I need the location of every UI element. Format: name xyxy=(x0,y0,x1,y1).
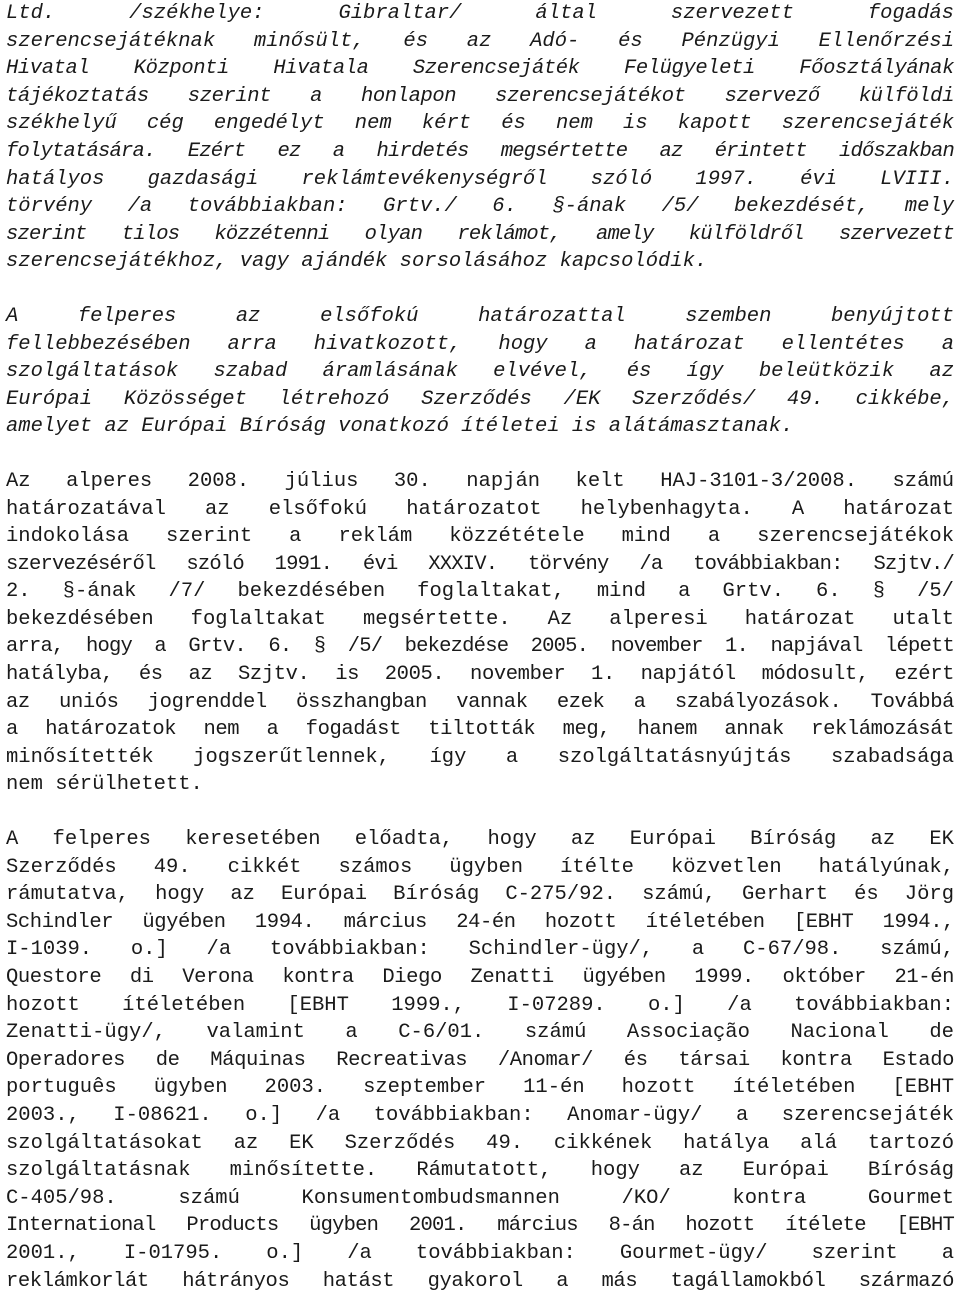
text-line: minősítették jogszerűtlennek, így a szolgáltatásnyújtás szabadsága xyxy=(6,745,954,769)
text-line: indokolása szerint a reklám közzététele mind a szerencsejátékok xyxy=(6,525,954,549)
text-line: arra, hogy a Grtv. 6. § /5/ bekezdése 2005. november 1. napjával lépett xyxy=(6,635,954,659)
text-line: português ügyben 2003. szeptember 11-én hozott ítéletében [EBHT xyxy=(6,1076,954,1100)
text-line: Hivatal Központi Hivatala Szerencsejáték Felügyeleti Főosztályának xyxy=(6,57,954,81)
paragraph-3 xyxy=(6,468,954,799)
text-line: Zenatti-ügy/, valamint a C-6/01. számú Associação Nacional de xyxy=(6,1021,954,1045)
text-line: szolgáltatások szabad áramlásának elvével, és így beleütközik az xyxy=(6,360,954,384)
text-line: reklámkorlát hátrányos hatást gyakorol a más tagállamokból származó xyxy=(6,1269,954,1293)
text-line: szerencsejátékhoz, vagy ajándék sorsolásához kapcsolódik. xyxy=(6,250,708,274)
paragraph-1 xyxy=(6,0,954,276)
paragraph-4 xyxy=(6,826,954,1295)
text-line: fellebbezésében arra hivatkozott, hogy a határozat ellentétes a xyxy=(6,332,954,356)
paragraph-2 xyxy=(6,303,954,441)
text-line: A felperes keresetében előadta, hogy az Európai Bíróság az EK xyxy=(6,828,954,852)
text-line: tájékoztatás szerint a honlapon szerencsejátékot szervező külföldi xyxy=(6,84,954,108)
text-line: szervezéséről szóló 1991. évi XXXIV. törvény /a továbbiakban: Szjtv./ xyxy=(6,552,954,576)
text-line: törvény /a továbbiakban: Grtv./ 6. §-ának /5/ bekezdését, mely xyxy=(6,195,954,219)
text-line: Szerződés 49. cikkét számos ügyben ítélte közvetlen hatályúnak, xyxy=(6,855,954,879)
text-line: székhelyű cég engedélyt nem kért és nem is kapott szerencsejáték xyxy=(6,112,954,136)
text-line: C-405/98. számú Konsumentombudsmannen /KO/ kontra Gourmet xyxy=(6,1186,954,1210)
text-line: szerencsejátéknak minősült, és az Adó- és Pénzügyi Ellenőrzési xyxy=(6,29,954,53)
text-line: határozatával az elsőfokú határozatot helybenhagyta. A határozat xyxy=(6,497,954,521)
text-line: a határozatok nem a fogadást tiltották meg, hanem annak reklámozását xyxy=(6,718,954,742)
document-page xyxy=(6,0,954,1295)
text-line: International Products ügyben 2001. március 8-án hozott ítélete [EBHT xyxy=(6,1214,954,1238)
text-line: 2001., I-01795. o.] /a továbbiakban: Gourmet-ügy/ szerint a xyxy=(6,1241,954,1265)
text-line: hatályos gazdasági reklámtevékenységről szóló 1997. évi LVIII. xyxy=(6,167,954,191)
text-line: 2. §-ának /7/ bekezdésében foglaltakat, mind a Grtv. 6. § /5/ xyxy=(6,580,954,604)
text-line: nem sérülhetett. xyxy=(6,773,203,797)
text-line: szolgáltatásnak minősítette. Rámutatott, hogy az Európai Bíróság xyxy=(6,1159,954,1183)
text-line: A felperes az elsőfokú határozattal szemben benyújtott xyxy=(6,304,954,328)
text-line: 2003., I-08621. o.] /a továbbiakban: Anomar-ügy/ a szerencsejáték xyxy=(6,1103,954,1127)
text-line: amelyet az Európai Bíróság vonatkozó ítéletei is alátámasztanak. xyxy=(6,415,794,439)
text-line: szerint tilos közzétenni olyan reklámot, amely külföldről szervezett xyxy=(6,222,954,246)
text-line: az uniós jogrenddel összhangban vannak ezek a szabályozások. Továbbá xyxy=(6,690,954,714)
text-line: rámutatva, hogy az Európai Bíróság C-275/92. számú, Gerhart és Jörg xyxy=(6,883,954,907)
text-line: hatályba, és az Szjtv. is 2005. november 1. napjától módosult, ezért xyxy=(6,663,954,687)
text-line: Ltd. /székhelye: Gibraltar/ által szervezett fogadás xyxy=(6,2,954,25)
text-line: Az alperes 2008. július 30. napján kelt HAJ-3101-3/2008. számú xyxy=(6,469,954,493)
text-line: hozott ítéletében [EBHT 1999., I-07289. o.] /a továbbiakban: xyxy=(6,993,954,1017)
text-line: Questore di Verona kontra Diego Zenatti ügyében 1999. október 21-én xyxy=(6,966,954,989)
text-line: I-1039. o.] /a továbbiakban: Schindler-ügy/, a C-67/98. számú, xyxy=(6,938,954,962)
text-line: bekezdésében foglaltakat megsértette. Az alperesi határozat utalt xyxy=(6,607,954,631)
text-line: Európai Közösséget létrehozó Szerződés /EK Szerződés/ 49. cikkébe, xyxy=(6,387,954,411)
text-line: Schindler ügyében 1994. március 24-én hozott ítéletében [EBHT 1994., xyxy=(6,910,954,934)
text-line: Operadores de Máquinas Recreativas /Anomar/ és társai kontra Estado xyxy=(6,1048,954,1072)
text-line: folytatására. Ezért ez a hirdetés megsértette az érintett időszakban xyxy=(6,139,954,163)
text-line: szolgáltatásokat az EK Szerződés 49. cikkének hatálya alá tartozó xyxy=(6,1131,954,1155)
